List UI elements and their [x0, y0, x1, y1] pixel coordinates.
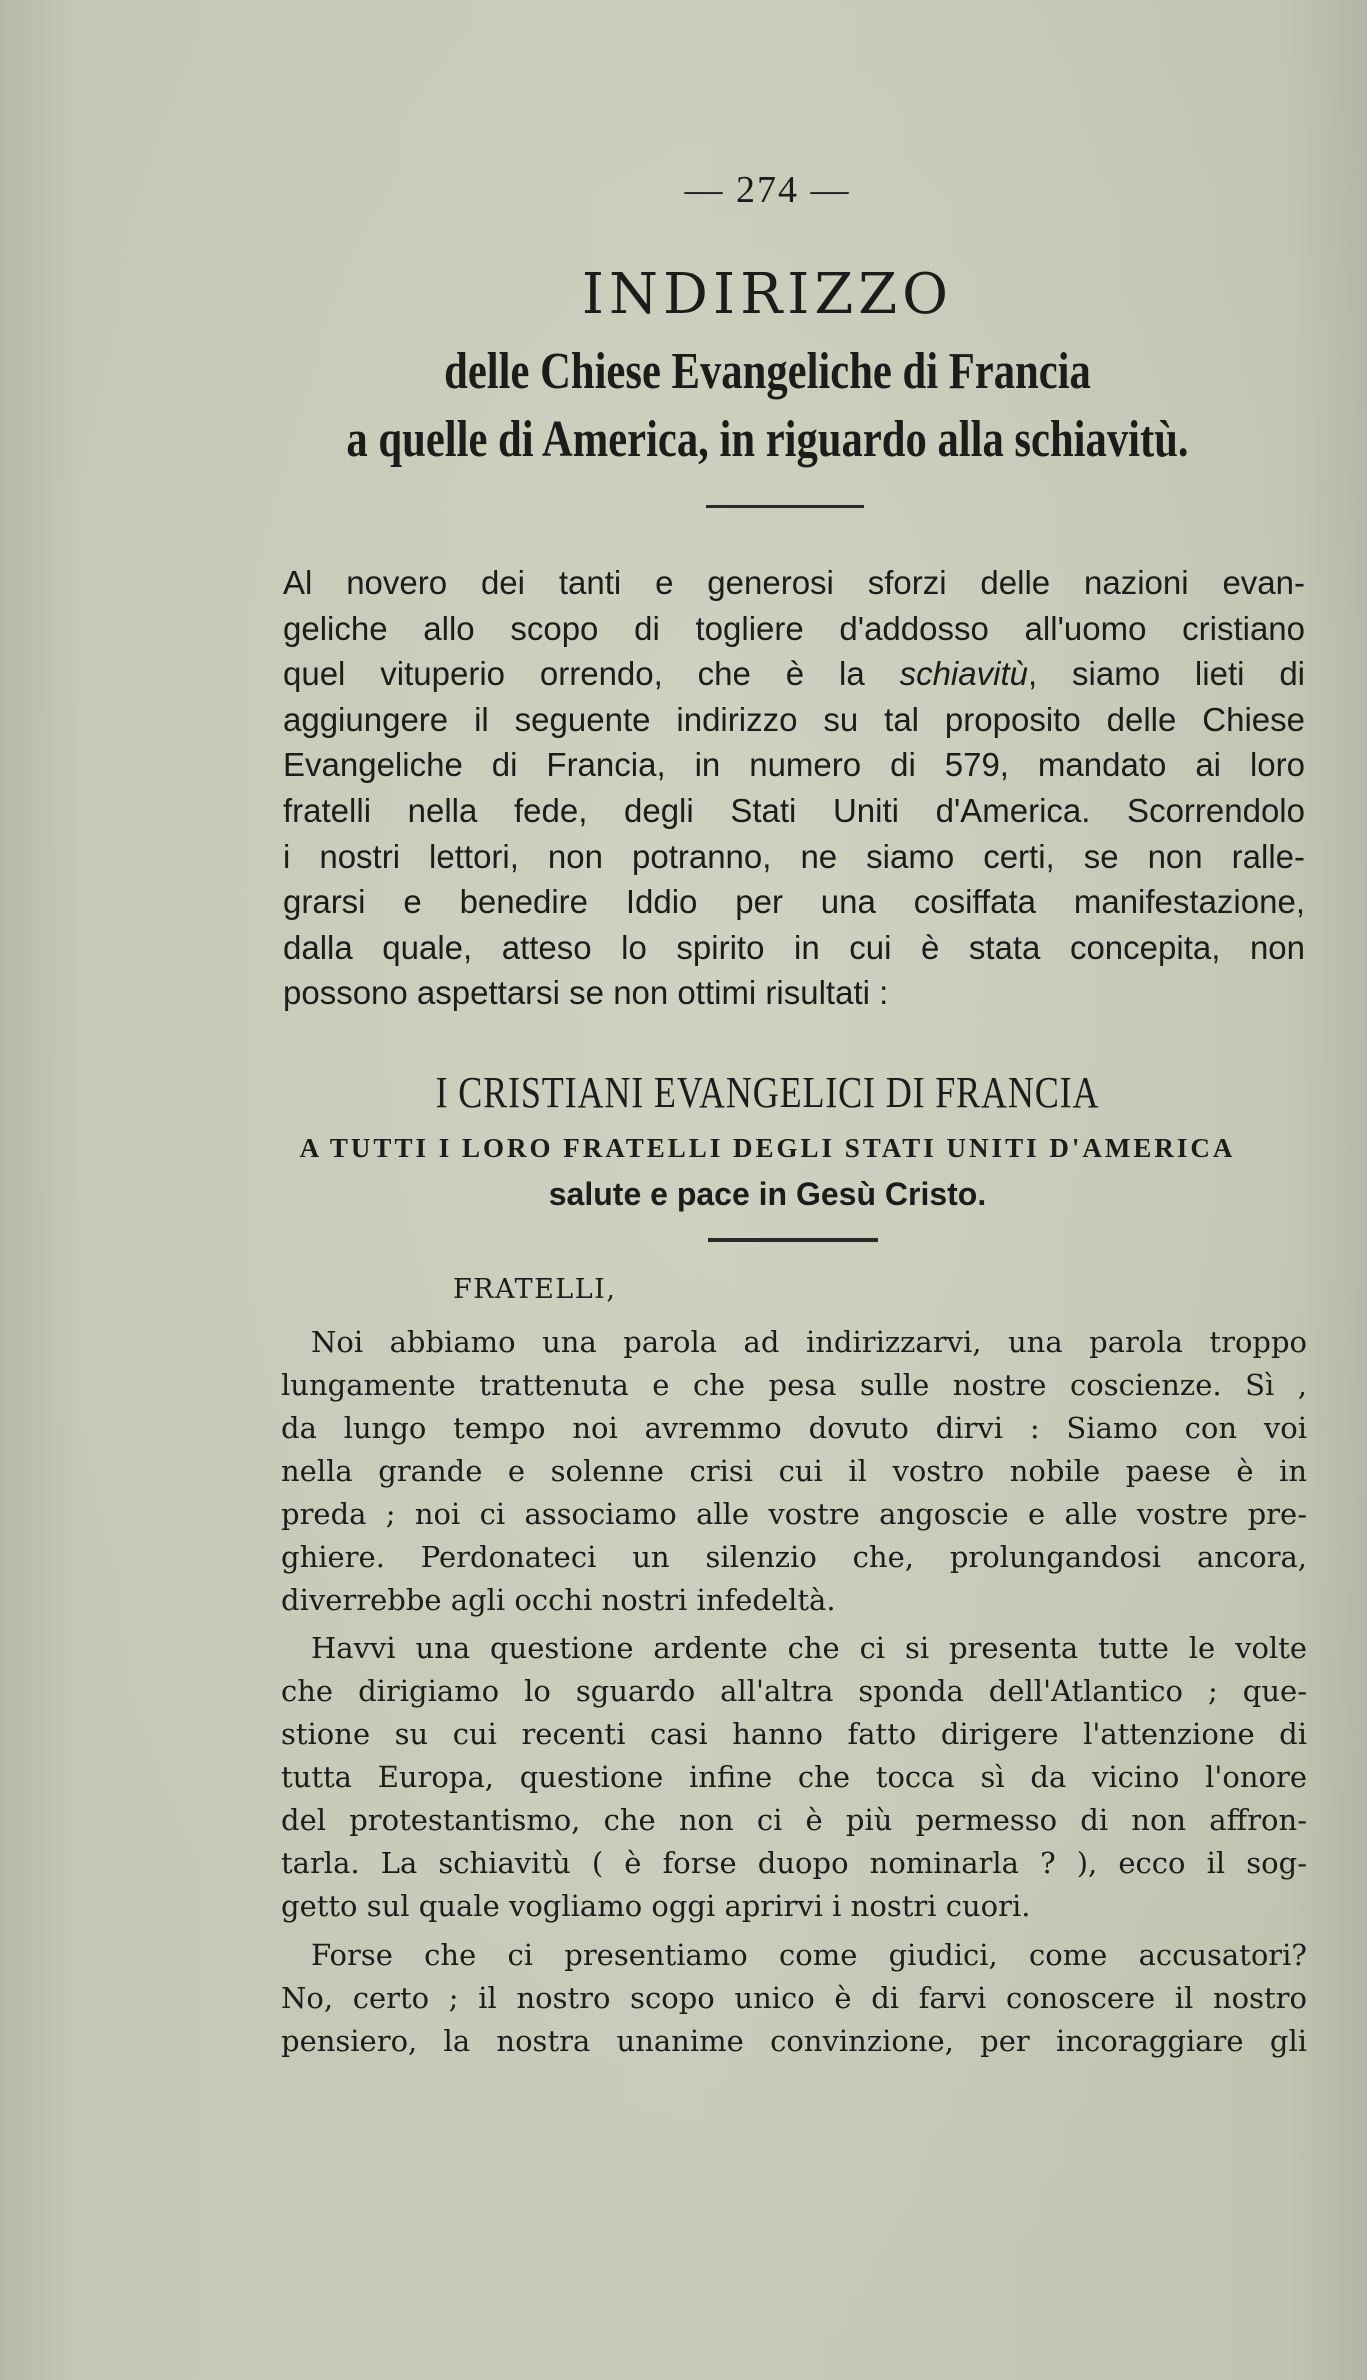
text-line: possono aspettarsi se non ottimi risultati :	[283, 974, 889, 1012]
address-recipients: A TUTTI I LORO FRATELLI DEGLI STATI UNITI D'AMERICA	[299, 1133, 1236, 1163]
divider-rule	[708, 1238, 878, 1242]
text-line: diverrebbe agli occhi nostri infedeltà.	[281, 1583, 836, 1617]
text-line: No, certo ; il nostro scopo unico è di farvi conoscere il nostro	[281, 1981, 1307, 2015]
divider-rule	[706, 505, 864, 508]
text-line: Al novero dei tanti e generosi sforzi delle nazioni evan-	[283, 564, 1305, 601]
address-greeting: salute e pace in Gesù Cristo.	[548, 1176, 987, 1212]
text-line	[283, 651, 1305, 697]
salutation: FRATELLI,	[453, 1274, 617, 1305]
text-line: getto sul quale vogliamo oggi aprirvi i nostri cuori.	[281, 1889, 1031, 1923]
text-line: dalla quale, atteso lo spirito in cui è stata concepita, non	[283, 928, 1305, 966]
text-line: Evangeliche di Francia, in numero di 579, mandato ai loro	[283, 746, 1305, 784]
text-line: stione su cui recenti casi hanno fatto dirigere l'attenzione di	[281, 1717, 1307, 1751]
text-line: lungamente trattenuta e che pesa sulle nostre coscienze. Sì ,	[281, 1368, 1307, 1402]
text-line: Noi abbiamo una parola ad indirizzarvi, una parola troppo	[311, 1325, 1307, 1359]
text-line: ghiere. Perdonateci un silenzio che, prolungandosi ancora,	[281, 1540, 1307, 1574]
intro-paragraph	[283, 560, 1305, 1016]
text-line-start: quel vituperio orrendo, che è la	[283, 655, 865, 693]
page-title: INDIRIZZO	[581, 262, 954, 327]
text-line: tutta Europa, questione infine che tocca sì da vicino l'onore	[281, 1760, 1307, 1794]
address-heading: I CRISTIANI EVANGELICI DI FRANCIA	[435, 1068, 1100, 1117]
subtitle-line-1: delle Chiese Evangeliche di Francia	[444, 343, 1091, 400]
text-line: del protestantismo, che non ci è più permesso di non affron-	[281, 1803, 1307, 1837]
text-line: Forse che ci presentiamo come giudici, come accusatori?	[311, 1938, 1307, 1972]
text-line: aggiungere il seguente indirizzo su tal proposito delle Chiese	[283, 700, 1305, 738]
body-paragraph	[281, 1321, 1307, 1622]
text-line-end: , siamo lieti di	[1027, 655, 1306, 693]
page-number: — 274 —	[684, 169, 851, 211]
body-paragraph	[281, 1627, 1307, 1928]
text-line: da lungo tempo noi avremmo dovuto dirvi : Siamo con voi	[281, 1411, 1307, 1445]
italic-term: schiavitù	[899, 655, 1028, 693]
text-line: preda ; noi ci associamo alle vostre angoscie e alle vostre pre-	[281, 1497, 1307, 1531]
text-line: pensiero, la nostra unanime convinzione, per incoraggiare gli	[281, 2024, 1307, 2058]
text-line: i nostri lettori, non potranno, ne siamo certi, se non ralle-	[283, 837, 1305, 875]
text-line: nella grande e solenne crisi cui il vostro nobile paese è in	[281, 1454, 1307, 1488]
text-line: tarla. La schiavitù ( è forse duopo nominarla ? ), ecco il sog-	[281, 1846, 1307, 1880]
body-paragraph	[281, 1934, 1307, 2063]
text-line: geliche allo scopo di togliere d'addosso all'uomo cristiano	[283, 609, 1305, 647]
text-line: Havvi una questione ardente che ci si presenta tutte le volte	[311, 1631, 1307, 1665]
text-line: che dirigiamo lo sguardo all'altra sponda dell'Atlantico ; que-	[281, 1674, 1307, 1708]
text-line: grarsi e benedire Iddio per una cosiffata manifestazione,	[283, 883, 1305, 921]
subtitle-line-2: a quelle di America, in riguardo alla schiavitù.	[346, 411, 1189, 468]
text-line: fratelli nella fede, degli Stati Uniti d'America. Scorrendolo	[283, 791, 1305, 829]
